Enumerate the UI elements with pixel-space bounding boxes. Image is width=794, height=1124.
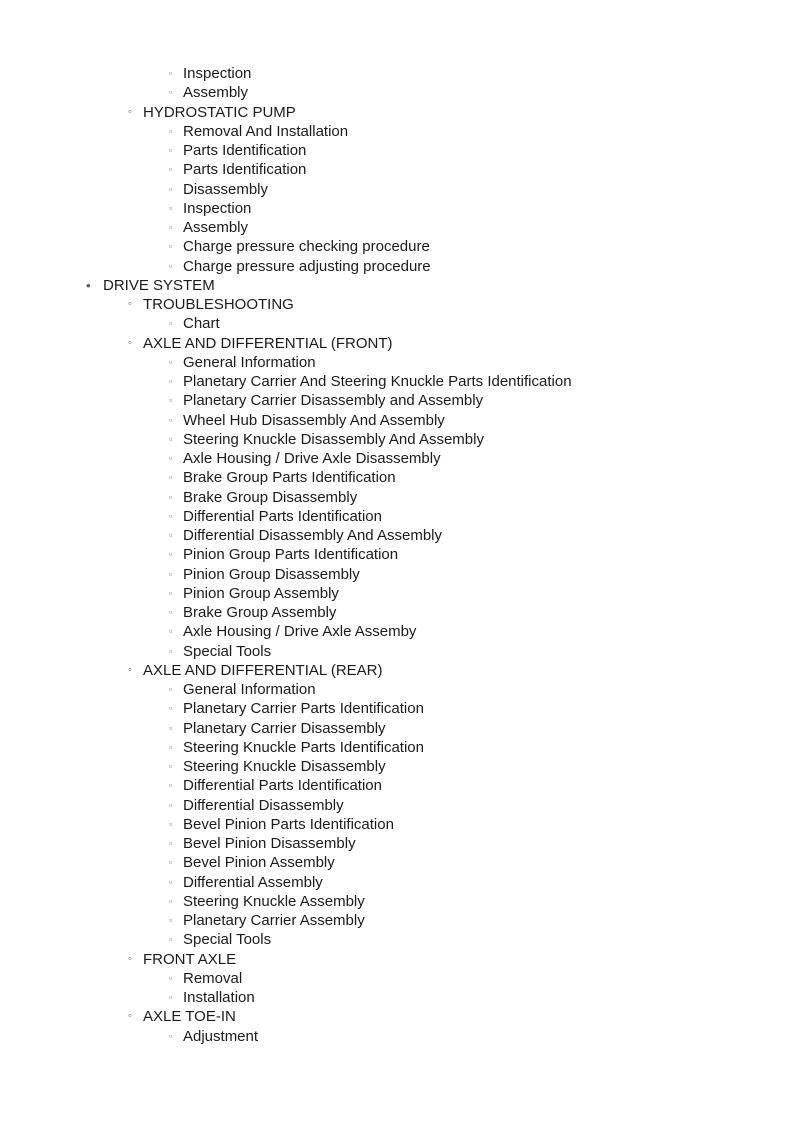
list-bullet-icon: ▫ [169,260,173,271]
list-bullet-icon: ▫ [169,376,173,386]
list-bullet-icon: ▫ [169,202,173,213]
toc-topic-item [0,603,794,622]
list-bullet-icon: ▫ [169,491,173,502]
toc-topic-label: Differential Disassembly And Assembly [183,527,442,544]
toc-topic-item [0,160,794,179]
toc-section-item [0,276,794,295]
toc-topic-label: Removal And Installation [183,122,349,140]
list-bullet-icon: ▫ [169,703,173,714]
toc-topic-label: Pinion Group Assembly [183,584,339,602]
toc-topic-label: Brake Group Assembly [183,604,337,621]
list-bullet-icon: ▫ [169,356,173,367]
toc-topic-label: Planetary Carrier And Steering Knuckle Parts Identification [183,373,572,390]
toc-topic-item [0,218,794,237]
toc-topic-item [0,411,794,430]
list-bullet-icon: ▫ [169,915,173,925]
toc-topic-item [0,969,794,988]
toc-topic-label: Inspection [183,65,252,82]
toc-subsection-item [0,103,794,122]
toc-topic-label: Planetary Carrier Assembly [183,912,365,929]
toc-topic-label: Steering Knuckle Assembly [183,892,365,910]
toc-topic-label: Installation [183,989,255,1006]
toc-topic-label: Brake Group Disassembly [183,488,358,506]
toc-topic-label: Charge pressure checking procedure [183,238,430,256]
toc-topic-label: Steering Knuckle Disassembly [183,758,386,775]
toc-topic-label: Bevel Pinion Assembly [183,854,335,872]
toc-subsection-item [0,334,794,353]
toc-topic-label: Bevel Pinion Parts Identification [183,815,394,833]
toc-topic-item [0,141,794,160]
toc-subsection-item [0,661,794,680]
toc-topic-label: General Information [183,681,316,698]
list-bullet-icon: ▫ [169,145,173,155]
toc-topic-item [0,699,794,718]
toc-topic-label: Parts Identification [183,161,307,179]
list-bullet-icon: ▫ [169,972,173,983]
toc-subsection-label: HYDROSTATIC PUMP [143,103,296,121]
list-bullet-icon: • [86,277,91,293]
toc-subsection-label: AXLE AND DIFFERENTIAL (FRONT) [143,334,393,352]
list-bullet-icon: ▫ [169,626,173,637]
toc-topic-item [0,584,794,603]
toc-topic-item [0,873,794,892]
toc-topic-label: Planetary Carrier Parts Identification [183,700,424,718]
toc-topic-item [0,449,794,468]
list-bullet-icon: ▫ [169,395,173,406]
toc-topic-label: Disassembly [183,180,269,198]
toc-topic-label: Adjustment [183,1027,259,1045]
toc-topic-label: Charge pressure adjusting procedure [183,257,431,275]
toc-topic-item [0,83,794,102]
toc-topic-label: General Information [183,353,316,371]
toc-topic-item [0,642,794,661]
toc-topic-label: Bevel Pinion Disassembly [183,835,356,852]
list-bullet-icon: ▫ [169,510,173,521]
list-bullet-icon: ◦ [128,105,132,118]
list-bullet-icon: ▫ [169,992,173,1002]
list-bullet-icon: ▫ [169,530,173,540]
toc-topic-item [0,468,794,487]
list-bullet-icon: ◦ [128,298,132,310]
toc-topic-label: Wheel Hub Disassembly And Assembly [183,411,445,429]
toc-topic-item [0,430,794,449]
toc-topic-label: Pinion Group Disassembly [183,565,360,583]
toc-topic-label: Steering Knuckle Parts Identification [183,738,424,756]
list-bullet-icon: ▫ [169,876,173,887]
toc-topic-item [0,488,794,507]
toc-topic-label: Removal [183,969,243,987]
toc-topic-label: Differential Parts Identification [183,777,382,795]
list-bullet-icon: ▫ [169,895,173,906]
list-bullet-icon: ▫ [169,472,173,483]
toc-subsection-item [0,295,794,314]
list-bullet-icon: ▫ [169,241,173,252]
toc-topic-item [0,796,794,815]
toc-subsection-label: FRONT AXLE [143,950,237,968]
toc-topic-label: Planetary Carrier Disassembly and Assembly [183,392,484,410]
toc-topic-item [0,257,794,276]
toc-topic-label: Assembly [183,84,249,102]
list-bullet-icon: ▫ [169,318,173,329]
toc-topic-label: Special Tools [183,642,272,660]
toc-topic-item [0,526,794,545]
toc-topic-item [0,622,794,641]
toc-subsection-label: AXLE TOE-IN [143,1008,236,1026]
toc-topic-item [0,199,794,218]
toc-topic-item [0,892,794,911]
toc-topic-item [0,930,794,949]
toc-topic-item [0,738,794,757]
toc-topic-label: Special Tools [183,931,272,949]
list-bullet-icon: ▫ [169,1030,173,1041]
toc-topic-item [0,776,794,795]
toc-subsection-item [0,950,794,969]
toc-topic-item [0,1027,794,1046]
toc-topic-label: Chart [183,315,220,333]
list-bullet-icon: ▫ [169,838,173,848]
toc-topic-item [0,988,794,1007]
toc-topic-label: Planetary Carrier Disassembly [183,719,386,737]
toc-topic-label: Axle Housing / Drive Axle Disassembly [183,450,441,467]
toc-topic-item [0,372,794,391]
list-bullet-icon: ▫ [169,568,173,579]
list-bullet-icon: ▫ [169,780,173,791]
list-bullet-icon: ▫ [169,587,173,598]
toc-topic-item [0,680,794,699]
toc-subsection-label: AXLE AND DIFFERENTIAL (REAR) [143,661,383,679]
list-bullet-icon: ▫ [169,645,173,656]
toc-topic-item [0,911,794,930]
list-bullet-icon: ▫ [169,125,173,136]
toc-topic-item [0,565,794,584]
list-bullet-icon: ◦ [128,336,132,349]
toc-topic-item [0,834,794,853]
list-bullet-icon: ▫ [169,549,173,560]
list-bullet-icon: ▫ [169,164,173,175]
toc-section-label: DRIVE SYSTEM [103,276,215,294]
list-bullet-icon: ◦ [128,1010,132,1023]
toc-subsection-item [0,1007,794,1026]
list-bullet-icon: ▫ [169,183,173,194]
list-bullet-icon: ▫ [169,87,173,98]
toc-topic-item [0,507,794,526]
toc-topic-label: Assembly [183,219,249,236]
toc-topic-item [0,391,794,410]
list-bullet-icon: ◦ [128,663,132,676]
list-bullet-icon: ▫ [169,741,173,752]
list-bullet-icon: ▫ [169,607,173,617]
toc-topic-label: Inspection [183,199,252,217]
toc-topic-label: Brake Group Parts Identification [183,469,396,487]
toc-topic-label: Parts Identification [183,142,307,159]
toc-topic-item [0,353,794,372]
toc-topic-item [0,180,794,199]
toc-topic-item [0,545,794,564]
toc-topic-label: Differential Assembly [183,873,323,891]
toc-outline [0,64,794,1046]
list-bullet-icon: ▫ [169,414,173,425]
list-bullet-icon: ▫ [169,857,173,868]
list-bullet-icon: ▫ [169,222,173,232]
list-bullet-icon: ▫ [169,722,173,733]
list-bullet-icon: ▫ [169,68,173,78]
toc-topic-item [0,64,794,83]
list-bullet-icon: ▫ [169,799,173,810]
list-bullet-icon: ▫ [169,761,173,771]
toc-topic-item [0,853,794,872]
list-bullet-icon: ◦ [128,952,132,965]
list-bullet-icon: ▫ [169,453,173,463]
toc-topic-item [0,815,794,834]
toc-topic-label: Differential Disassembly [183,796,344,814]
toc-topic-label: Steering Knuckle Disassembly And Assembly [183,430,484,448]
toc-subsection-label: TROUBLESHOOTING [143,296,294,313]
toc-topic-item [0,757,794,776]
toc-topic-item [0,314,794,333]
toc-topic-item [0,122,794,141]
list-bullet-icon: ▫ [169,684,173,694]
list-bullet-icon: ▫ [169,818,173,829]
toc-topic-item [0,237,794,256]
toc-topic-label: Pinion Group Parts Identification [183,546,399,564]
list-bullet-icon: ▫ [169,433,173,444]
toc-topic-label: Differential Parts Identification [183,507,382,525]
toc-topic-item [0,719,794,738]
list-bullet-icon: ▫ [169,934,173,945]
toc-topic-label: Axle Housing / Drive Axle Assemby [183,623,417,641]
